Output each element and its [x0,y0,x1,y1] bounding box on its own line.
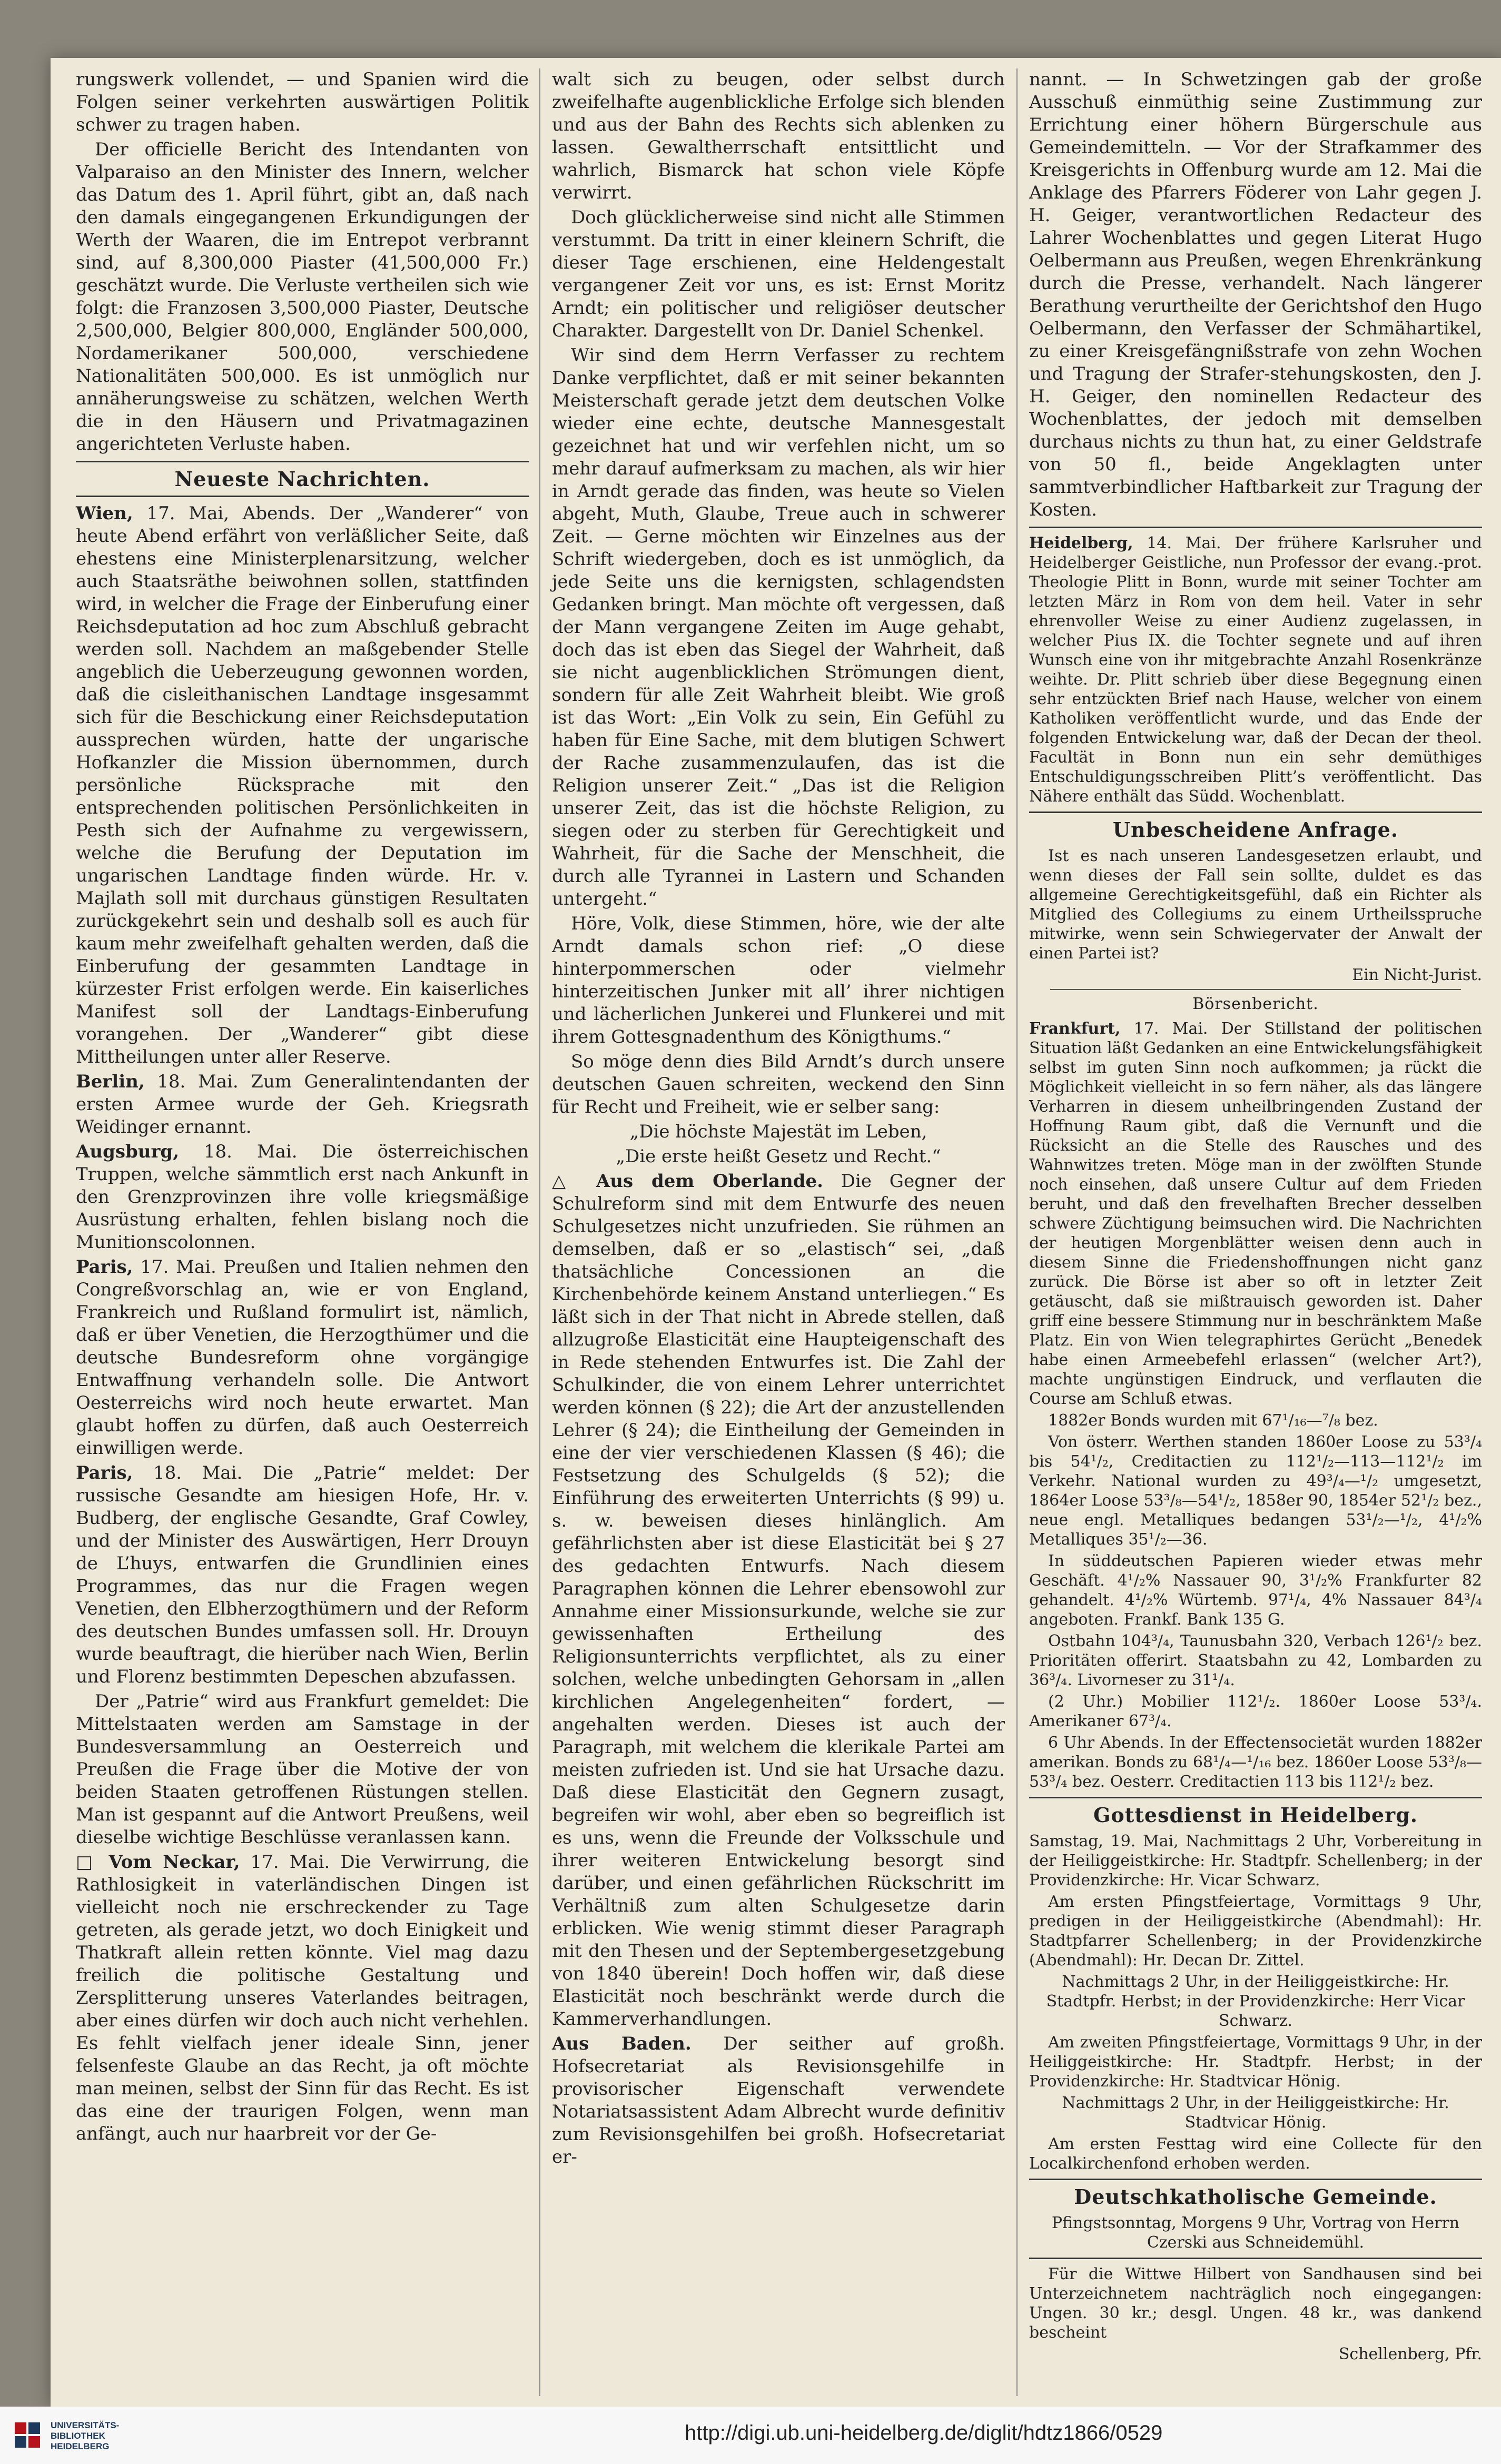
column-divider [1016,68,1018,2396]
section-heading: Börsenbericht. [1192,995,1319,1013]
column-2 [552,68,1005,2171]
divider [76,461,529,462]
column-3 [1029,68,1482,2366]
article-paragraph: So möge denn dies Bild Arndt’s durch unsere deutschen Gauen schreiten, weckend den Sinn für Recht und Freiheit, wie er selber sang: [552,1051,1005,1117]
article-paragraph: Höre, Volk, diese Stimmen, höre, wie der alte Arndt damals schon rief: „O diese hinterpommerschen oder vielmehr hinterzeitischen Junker mit all’ ihrer nichtigen und lächerlichen Junkerei und Flunkerei und mit ihrem Gottesgnadenthum des Königthums.“ [552,913,1005,1047]
market-line: 1882er Bonds wurden mit 67¹/₁₆—⁷/₈ bez. [1048,1411,1378,1430]
service-line: Samstag, 19. Mai, Nachmittags 2 Uhr, Vorbereitung in der Heiliggeistkirche: Hr. Stadtpfr. Schellenberg; in der Providenzkirche: Hr. Vicar Schwarz. [1029,1832,1482,1889]
news-item: Augsburg, 18. Mai. Die österreichischen Truppen, welche sämmtlich erst nach Ankunft in den Grenzprovinzen ihre volle kriegsmäßige Ausrüstung erhalten, fehlen bislang noch die Munitionscolonnen. [76,1141,529,1253]
divider [1029,812,1482,813]
article-paragraph: nannt. — In Schwetzingen gab der große Ausschuß einmüthig seine Zustimmung zur Errichtung einer höhern Bürgerschule aus Gemeindemitteln. — Vor der Strafkammer des Kreisgerichts in Offenburg wurde am 12. Mai die Anklage des Pfarrers Föderer von Lahr gegen J. H. Geiger, verantwortlichen Redacteur des Lahrer Wochenblattes und gegen Literat Hugo Oelbermann aus Preußen, wegen Ehrenkränkung durch die Presse, verhandelt. Nach längerer Berathung verurtheilte der Gerichtshof den Hugo Oelbermann, den Verfasser der Schmähartikel, zu einer Kreisgefängnißstrafe von zehn Wochen und Tragung der Strafer-stehungskosten, den J. H. Geiger, den nominellen Redacteur des Wochenblattes, der jedoch mit demselben durchaus nichts zu thun hat, zu einer Geldstrafe von 50 fl., beide Angeklagten unter sammtverbindlicher Haftbarkeit zur Tragung der Kosten. [1029,69,1482,520]
market-line: (2 Uhr.) Mobilier 112¹/₂. 1860er Loose 53³/₄. Amerikaner 67³/₄. [1029,1693,1482,1730]
news-item: △ Aus dem Oberlande. Die Gegner der Schulreform sind mit dem Entwurfe des neuen Schulgesetzes nicht unzufrieden. Sie rühmen an demselben, daß er so „elastisch“ sei, „daß thatsächliche Concessionen an die Kirchenbehörde keinem Anstand unterliegen.“ Es läßt sich in der That nicht in Abrede stellen, daß allzugroße Elasticität eine Haupteigenschaft des in Rede stehenden Entwurfes ist. Die Zahl der Schulkinder, die von einem Lehrer unterrichtet werden können (§ 22); die Art der anzustellenden Lehrer (§ 24); die Eintheilung der Gemeinden in eine der vier verschiedenen Klassen (§ 46); die Festsetzung des Schulgelds (§ 52); die Einführung des erweiterten Unterrichts (§ 99) u. s. w. beweisen dieses hinlänglich. Am gefährlichsten aber ist diese Elasticität bei § 27 des gedachten Entwurfs. Nach diesem Paragraphen können die Lehrer ebensowohl zur Annahme einer Missionsurkunde, welche sie zur gewissenhaften Ertheilung des Religionsunterrichts verpflichtet, als zu einer solchen, welche unbedingten Gehorsam in „allen kirchlichen Angelegenheiten“ fordert, — angehalten werden. Dieses ist auch der Paragraph, mit welchem die klerikale Partei am meisten zufrieden ist. Und sie hat Ursache dazu. Daß diese Elasticität den Gegnern zusagt, begreifen wir wohl, aber eben so begreiflich ist es uns, wenn die Freunde der Volksschule und ihrer weiteren Entwickelung besorgt sind darüber, und einen gefährlichen Rückschritt im Verhältniß zum alten Schulgesetze darin erblicken. Wie wenig stimmt dieser Paragraph mit den Thesen und der Septembergesetzgebung von 1840 überein! Doch hoffen wir, daß diese Elasticität noch beschränkt werde durch die Kammerverhandlungen. [552,1171,1005,2030]
service-line: Am ersten Festtag wird eine Collecte für den Localkirchenfond erhoben werden. [1029,2135,1482,2173]
divider [1029,2179,1482,2180]
service-line: Nachmittags 2 Uhr, in der Heiliggeistkirche: Hr. Stadtpfr. Herbst; in der Providenzkirche: Herr Vicar Schwarz. [1046,1973,1465,2030]
market-line: Von österr. Werthen standen 1860er Loose zu 53³/₄ bis 54¹/₂, Creditactien zu 112¹/₂—113—112¹/₂ im Verkehr. National wurden zu 49³/₄—¹/₂ umgesetzt, 1864er Loose 53³/₈—54¹/₂, 1858er 90, 1854er 52¹/₂ bez., neue engl. Metalliques bedangen 53¹/₂—¹/₂, 4¹/₂% Metalliques 35¹/₂—36. [1029,1433,1482,1549]
dateline-city: Wien, [76,503,133,524]
dateline-city: Aus Baden. [552,2033,692,2054]
article-paragraph: rungswerk vollendet, — und Spanien wird die Folgen seiner verkehrten auswärtigen Politik schwer zu tragen haben. [76,69,529,135]
news-item: Frankfurt, 17. Mai. Der Stillstand der politischen Situation läßt Gedanken an eine Entwickelungsfähigkeit selbst im guten Sinn noch aufkommen; ja rückt die Möglichkeit vielleicht in so fern näher, als das längere Verharren in diesem unheilbringenden Zustand der Hoffnung Raum gibt, daß die Vernunft und die Rücksicht an die Stelle des Rausches und des Wahnwitzes treten. Möge man in der zwölften Stunde noch einsehen, daß unsere Cultur auf dem Frieden beruht, und daß den frevelhaften Brecher desselben schwere Züchtigung beimsuchen wird. Die Nachrichten der heutigen Morgenblätter weisen denn auch in diesem Sinne die Friedenshoffnungen nicht ganz zurück. Die Börse ist aber so oft in letzter Zeit getäuscht, daß sie mißtrauisch geworden ist. Daher griff eine bessere Stimmung nur in beschränktem Maße Platz. Ein von Wien telegraphirtes Gerücht „Benedek habe einen Armeebefehl erlassen“ (welcher Art?), machte ungünstigen Eindruck, und verflauten die Course am Schluß etwas. [1029,1020,1482,1408]
divider [1029,527,1482,528]
divider [1050,989,1461,990]
dateline-city: Frankfurt, [1029,1020,1121,1038]
news-item: □ Vom Neckar, 17. Mai. Die Verwirrung, die Rathlosigkeit in vaterländischen Dingen ist vielleicht noch nie erschreckender zu Tage getreten, als gerade jetzt, wo doch Einigkeit und Thatkraft allein retten könnte. Viel mag dazu freilich die politische Gestaltung und Zersplitterung unseres Vaterlandes beitragen, aber eines dürfen wir doch auch nicht verhehlen. Es fehlt vielfach jener ideale Sinn, jener felsenfeste Glaube an das Recht, ja oft möchte man meinen, selbst der Sinn für das Recht. Es ist das eine der traurigen Folgen, wenn man anfängt, auch nur haarbreit vor der Ge- [76,1852,529,2144]
article-paragraph: Der officielle Bericht des Intendanten von Valparaiso an den Minister des Innern, welcher das Datum des 1. April führt, gibt an, daß nach den damals eingegangenen Erkundigungen der Werth der Waaren, die im Entrepot verbrannt sind, auf 8,300,000 Piaster (41,500,000 Fr.) geschätzt wurde. Die Verluste vertheilen sich wie folgt: die Franzosen 3,500,000 Piaster, Deutsche 2,500,000, Belgier 800,000, Engländer 500,000, Nordamerikaner 500,000, verschiedene Nationalitäten 500,000. Es ist unmöglich nur annäherungsweise zu schätzen, welchen Werth die in den Häusern und Privatmagazinen angerichteten Verluste haben. [76,139,529,454]
column-1 [76,68,529,2148]
article-paragraph: Der „Patrie“ wird aus Frankfurt gemeldet: Die Mittelstaaten werden am Samstage in der Bundesversammlung an Oesterreich und Preußen die Frage über die Motive der von beiden Staaten getroffenen Rüstungen stellen. Man ist gespannt auf die Antwort Preußens, weil dieselbe wichtige Beschlüsse veranlassen kann. [76,1691,529,1848]
section-heading: Unbescheidene Anfrage. [1112,818,1399,842]
viewer-footer [0,2407,1501,2464]
university-library-logo-icon[interactable] [14,2421,42,2450]
service-line: Pfingstsonntag, Morgens 9 Uhr, Vortrag von Herrn Czerski aus Schneidemühl. [1051,2214,1460,2252]
article-paragraph: Ist es nach unseren Landesgesetzen erlaubt, und wenn dieses der Fall sein sollte, duldet es das allgemeine Gerechtigkeitsgefühl, daß ein Richter als Mitglied des Collegiums zu einem Urtheilsspruche mitwirke, wenn sein Schwiegervater der Anwalt der einen Partei ist? [1029,847,1482,963]
signature: Ein Nicht-Jurist. [1352,966,1482,984]
divider [76,496,529,497]
section-heading: Deutschkatholische Gemeinde. [1074,2185,1437,2209]
service-line: Am ersten Pfingstfeiertage, Vormittags 9 Uhr, predigen in der Heiliggeistkirche (Abendmahl): Hr. Stadtpfarrer Schellenberg; in der Providenzkirche (Abendmahl): Hr. Decan Dr. Zittel. [1029,1893,1482,1970]
divider [1029,1797,1482,1798]
market-line: Ostbahn 104³/₄, Taunusbahn 320, Verbach 126¹/₂ bez. Prioritäten offerirt. Staatsbahn zu 42, Lombarden zu 36³/₄. Livorneser zu 31¹/₄. [1029,1632,1482,1689]
signature: Schellenberg, Pfr. [1338,2345,1482,2363]
divider [1029,2258,1482,2259]
dateline-city: Augsburg, [76,1141,180,1162]
news-item: Berlin, 18. Mai. Zum Generalintendanten der ersten Armee wurde der Geh. Kriegsrath Weidinger ernannt. [76,1071,529,1137]
dateline-city: △ Aus dem Oberlande. [552,1171,823,1192]
market-line: In süddeutschen Papieren wieder etwas mehr Geschäft. 4¹/₂% Nassauer 90, 3¹/₂% Frankfurter 82 gehandelt. 4¹/₂% Würtemb. 97¹/₄, 4% Nassauer 84³/₄ angeboten. Frankf. Bank 135 G. [1029,1552,1482,1629]
article-paragraph: Doch glücklicherweise sind nicht alle Stimmen verstummt. Da tritt in einer kleinern Schrift, die dieser Tage erschienen, eine Heldengestalt vergangener Zeit vor uns, es ist: Ernst Moritz Arndt; ein politischer und religiöser deutscher Charakter. Dargestellt von Dr. Daniel Schenkel. [552,207,1005,341]
dateline-city: Heidelberg, [1029,534,1133,552]
article-paragraph: Wir sind dem Herrn Verfasser zu rechtem Danke verpflichtet, daß er mit seiner bekannten Meisterschaft gerade jetzt dem deutschen Volke wieder eine echte, deutsche Mannesgestalt gezeichnet hat und wir verfehlen nicht, um so mehr darauf aufmerksam zu machen, als wir hier in Arndt gerade das finden, was heute so Vielen abgeht, Muth, Glaube, Treue auch in schwerer Zeit. — Gerne möchten wir Einzelnes aus der Schrift wiedergeben, doch es ist unmöglich, da jede Seite uns die kernigsten, schlagendsten Gedanken bringt. Man möchte oft vergessen, daß der Mann vergangene Zeiten im Auge gehabt, doch das ist eben das Siegel der Wahrheit, daß sie nicht augenblicklichen Strömungen dient, sondern für alle Zeit Wahrheit bleibt. Wie groß ist das Wort: „Ein Volk zu sein, Ein Gefühl zu haben für Eine Sache, mit dem blutigen Schwert der Rache zusammenzulaufen, das ist die Religion unserer Zeit.“ „Das ist die Religion unserer Zeit, das ist die höchste Religion, zu siegen oder zu sterben für Gerechtigkeit und Wahrheit, für die Sache der Menschheit, die durch alle Tyrannei in Lastern und Schanden untergeht.“ [552,345,1005,909]
news-item: Wien, 17. Mai, Abends. Der „Wanderer“ von heute Abend erfährt von verläßlicher Seite, daß ehestens eine Ministerplenarsitzung, welcher auch Staatsräthe beiwohnen sollen, stattfinden wird, in welcher die Frage der Einberufung einer Reichsdeputation ad hoc zum Abschluß gebracht werden soll. Nachdem an maßgebender Stelle angeblich die Ueberzeugung gewonnen worden, daß die cisleithanischen Landtage insgesammt sich für die Beschickung einer Reichsdeputation aussprechen würden, hatte der ungarische Hofkanzler die Mission übernommen, durch persönliche Rücksprache mit den entsprechenden politischen Persönlichkeiten in Pesth sich der Aufnahme zu vergewissern, welche die Berufung der Deputation im ungarischen Landtage finden würde. Hr. v. Majlath soll mit durchaus günstigen Resultaten zurückgekehrt sein und deshalb soll es auch für kaum mehr zweifelhaft gehalten werden, daß die Einberufung der gesammten Landtage in kürzester Frist erfolgen werde. Ein kaiserliches Manifest soll der Landtags-Einberufung vorangehen. Der „Wanderer“ gibt diese Mittheilungen unter aller Reserve. [76,503,529,1067]
column-divider [539,68,540,2396]
library-name: UNIVERSITÄTS- BIBLIOTHEK HEIDELBERG [51,2420,120,2451]
dateline-city: Paris, [76,1462,133,1483]
service-line: Am zweiten Pfingstfeiertage, Vormittags 9 Uhr, in der Heiliggeistkirche: Hr. Stadtpfr. Herbst; in der Providenzkirche: Hr. Stadtvicar Hönig. [1029,2033,1482,2091]
dateline-city: Paris, [76,1256,133,1278]
service-line: Nachmittags 2 Uhr, in der Heiliggeistkirche: Hr. Stadtvicar Hönig. [1062,2094,1449,2132]
news-item: Heidelberg, 14. Mai. Der frühere Karlsruher und Heidelberger Geistliche, nun Professor der evang.-prot. Theologie Plitt in Bonn, wurde mit seiner Tochter am letzten März in Rom von dem heil. Vater in sehr ehrenvoller Weise zu einer Audienz zugelassen, in welcher Pius IX. die Tochter segnete und auf ihren Wunsch eine von ihr mitgebrachte Anzahl Rosenkränze weihte. Dr. Plitt schrieb über diese Begegnung einen sehr entzückten Brief nach Hause, welcher von einem Katholiken veröffentlicht wurde, und das Ende der folgenden Entwickelung war, daß der Decan der theol. Facultät in Bonn nun ein sehr demüthiges Entschuldigungsschreiben Plitt’s veröffentlicht. Das Nähere enthält das Südd. Wochenblatt. [1029,534,1482,806]
section-heading: Neueste Nachrichten. [174,467,430,491]
newspaper-page [51,58,1501,2407]
article-paragraph: walt sich zu beugen, oder selbst durch zweifelhafte augenblickliche Erfolge sich blenden und aus der Bahn des Rechts sich ablenken zu lassen. Gewaltherrschaft entsittlicht und wahrlich, Bismarck hat schon viele Köpfe verwirrt. [552,69,1005,203]
news-item: Paris, 17. Mai. Preußen und Italien nehmen den Congreßvorschlag an, wie er von England, Frankreich und Rußland formulirt ist, nämlich, daß er über Venetien, die Herzogthümer und die deutsche Bundesreform ohne vorgängige Entwaffnung verhandeln solle. Die Antwort Oesterreichs wird noch heute erwartet. Man glaubt hoffen zu dürfen, daß auch Oesterreich einwilligen werde. [76,1256,529,1459]
news-item: Aus Baden. Der seither auf großh. Hofsecretariat als Revisionsgehilfe in provisorischer Eigenschaft verwendete Notariatsassistent Adam Albrecht wurde definitiv zum Revisionsgehilfen bei großh. Hofsecretariat er- [552,2033,1005,2168]
section-heading: Gottesdienst in Heidelberg. [1093,1803,1418,1827]
news-item: Paris, 18. Mai. Die „Patrie“ meldet: Der russische Gesandte am hiesigen Hofe, Hr. v. Budberg, der englische Gesandte, Graf Cowley, und der Minister des Auswärtigen, Herr Drouyn de L’huys, entwarfen die Grundlinien eines Programmes, das nur die Fragen wegen Venetien, den Elbherzogthümern und der Reform des deutschen Bundes umfassen soll. Hr. Drouyn wurde beauftragt, die hierüber nach Wien, Berlin und Florenz bestimmten Depeschen abzufassen. [76,1462,529,1687]
dateline-city: Berlin, [76,1071,145,1092]
permalink-url[interactable]: http://digi.ub.uni-heidelberg.de/diglit/hdtz1866/0529 [685,2421,1163,2445]
dateline-city: □ Vom Neckar, [76,1852,240,1873]
market-line: 6 Uhr Abends. In der Effectensocietät wurden 1882er amerikan. Bonds zu 68¹/₄—¹/₁₆ bez. 1860er Loose 53³/₈—53³/₄ bez. Oesterr. Creditactien 113 bis 112¹/₂ bez. [1029,1734,1482,1791]
verse-line: „Die erste heißt Gesetz und Recht.“ [616,1146,941,1167]
notice-text: Für die Wittwe Hilbert von Sandhausen sind bei Unterzeichnetem nachträglich noch eingegangen: Ungen. 30 kr.; desgl. Ungen. 48 kr., was dankend bescheint [1029,2265,1482,2342]
verse-line: „Die höchste Majestät im Leben, [629,1121,927,1142]
